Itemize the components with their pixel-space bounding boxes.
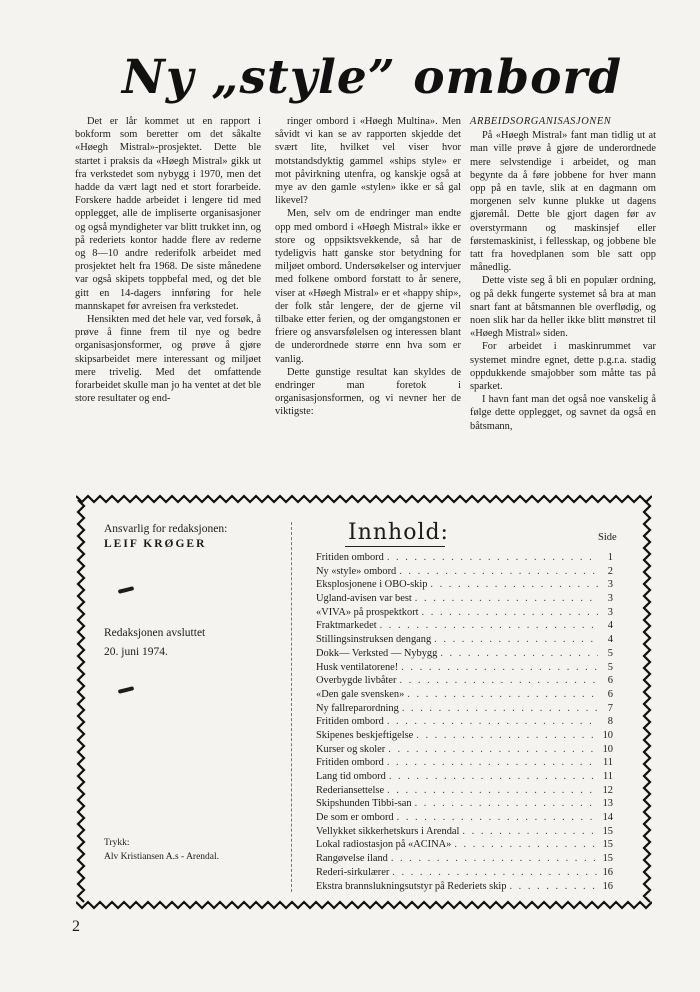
toc-entry [316, 811, 613, 825]
toc-entry-title: Rederi-sirkulærer [316, 866, 390, 878]
paragraph: På «Høegh Mistral» fant man tidlig ut at man ville prøve å gjøre de underordnede mere selvstendige i arbeidet, og man begynte da å føre jobbene for hver mann opp på en tavle, slik at en dagmann om morgenen selv kunne plukke ut dagens gjøremål. Dette ble gjort dagen før av overstyrmann og maskinsjef eller førstemaskinist, i fellesskap, og jobbene ble tatt fra hovedplanen som ble satt opp månedlig. [470, 130, 656, 274]
toc-leader-dots [397, 811, 598, 825]
toc-entry-title: Kurser og skoler [316, 743, 386, 755]
toc-entry-page: 15 [602, 839, 613, 851]
toc-entry-page: 11 [602, 771, 613, 782]
paragraph: I havn fant man det også noe vanskelig å følge dette opplegget, og savnet da også en båtsmann, [470, 394, 656, 432]
ornament-dash [118, 586, 134, 594]
toc-entry-title: Overbygde livbåter [316, 675, 397, 687]
toc-entry-title: Husk ventilatorene! [316, 661, 399, 673]
toc-entry-page: 5 [607, 661, 613, 673]
toc-leader-dots [387, 715, 598, 729]
toc-entry [316, 838, 613, 852]
toc-entry-page: 5 [607, 647, 613, 659]
closing-note [104, 626, 274, 660]
section-subheading: ARBEIDSORGANISASJONEN [470, 116, 612, 127]
editor-name: LEIF KRØGER [104, 538, 207, 550]
toc-leader-dots [416, 729, 598, 743]
toc-entry-title: Fritiden ombord [316, 757, 384, 769]
toc-entry-page: 6 [607, 675, 613, 687]
toc-leader-dots [462, 825, 598, 839]
zigzag-border-left [76, 500, 86, 904]
article-column-3 [470, 115, 656, 433]
toc-entry-page: 6 [607, 688, 613, 700]
toc-title: Innhold: [348, 520, 449, 545]
paragraph: Dette gunstige resultat kan skyldes de endringer man foretok i organisasjonsformen, og vi nevner her de viktigste: [275, 366, 461, 418]
ornament-dash [118, 686, 134, 694]
responsible-label: Ansvarlig for redaksjonen: [104, 523, 228, 535]
toc-entry-title: Lokal radiostasjon på «ACINA» [316, 839, 452, 851]
toc-entry [316, 674, 613, 688]
printer-info [104, 836, 274, 864]
toc-leader-dots [454, 838, 598, 852]
toc-entry-title: Ekstra brannslukningsutstyr på Rederiets skip [316, 880, 507, 892]
toc-entry-title: De som er ombord [316, 812, 394, 824]
paragraph: Hensikten med det hele var, ved forsøk, å prøve å finne frem til nye og bedre organisasjonsformer, og prøve å gjøre skipsarbeidet mere interessant og miljøet mere trivelig. Med det omfattende forarbeidet skulle man jo ha ventet at det ble store resultater og end- [75, 314, 261, 405]
toc-leader-dots [509, 880, 598, 894]
toc-leader-dots [440, 647, 598, 661]
toc-leader-dots [415, 592, 598, 606]
toc-entry-title: Fritiden ombord [316, 552, 384, 563]
toc-leader-dots [407, 688, 598, 702]
toc-entry [316, 551, 613, 565]
toc-leader-dots [415, 797, 598, 811]
article-column-1 [75, 115, 261, 405]
toc-entry [316, 852, 613, 866]
zigzag-border-top [76, 494, 652, 504]
toc-entry-page: 15 [602, 825, 613, 837]
toc-entry-title: Ny «style» ombord [316, 565, 397, 577]
toc-leader-dots [402, 702, 598, 716]
toc-entry-title: Vellykket sikkerhetskurs i Arendal [316, 825, 460, 837]
toc-leader-dots [387, 551, 598, 565]
closed-label: Redaksjonen avsluttet [104, 627, 206, 639]
column-divider [291, 522, 292, 892]
toc-entry [316, 743, 613, 757]
paragraph: ringer ombord i «Høegh Multina». Men såvidt vi kan se av rapporten skjedde det svært lite, hvilket vel viser hvor motstandsdyktig gammel «ships style» er mot påvirkning utenfra, og kanskje også at mye av den gamle «stylen» ikke er så gal likevel? [275, 116, 461, 207]
toc-entry [316, 633, 613, 647]
toc-entry [316, 784, 613, 798]
toc-entry-page: 4 [607, 620, 613, 632]
zigzag-border-right [642, 500, 652, 904]
paragraph: Dette viste seg å bli en populær ordning, og på dekk fungerte systemet så bra at man snart fant at båtsmannen ble overflødig, og noen slik har da heller ikke blitt mønstret til «Høegh Mistral» siden. [470, 275, 656, 340]
article-headline: Ny „style” ombord [121, 50, 623, 105]
toc-entry-title: Rederiansettelse [316, 784, 385, 796]
toc-entry-title: Ny fallreparordning [316, 702, 399, 714]
toc-entry-page: 11 [602, 757, 613, 769]
toc-entry [316, 606, 613, 620]
toc-entry-title: «VIVA» på prospektkort [316, 606, 419, 618]
toc-entry-page: 3 [607, 606, 613, 618]
toc-leader-dots [389, 770, 598, 784]
toc-entry [316, 797, 613, 811]
toc-entry [316, 880, 613, 894]
toc-entry-page: 10 [602, 743, 613, 755]
zigzag-border-bottom [76, 900, 652, 910]
toc-entry [316, 866, 613, 880]
toc-leader-dots [434, 633, 598, 647]
toc-entry-page: 3 [607, 579, 613, 591]
toc-entry-title: Lang tid ombord [316, 771, 386, 782]
closed-date: 20. juni 1974. [104, 646, 168, 658]
toc-title-underline [345, 546, 445, 547]
toc-entry [316, 756, 613, 770]
toc-entry [316, 715, 613, 729]
toc-entry-title: Stillingsinstruksen dengang [316, 634, 432, 646]
toc-side-label: Side [598, 532, 617, 543]
article-column-2 [275, 115, 461, 419]
table-of-contents [316, 551, 613, 893]
toc-entry-page: 13 [602, 798, 613, 810]
toc-leader-dots [387, 784, 598, 798]
toc-leader-dots [380, 619, 598, 633]
toc-entry-page: 8 [607, 716, 613, 728]
toc-entry-page: 16 [602, 866, 613, 878]
toc-leader-dots [391, 852, 598, 866]
page-number: 2 [72, 918, 80, 935]
toc-leader-dots [399, 565, 598, 579]
toc-entry-title: Fritiden ombord [316, 716, 384, 728]
toc-entry-title: Ugland-avisen var best [316, 593, 412, 605]
toc-entry [316, 770, 613, 784]
paragraph: Men, selv om de endringer man endte opp med ombord i «Høegh Mistral» ikke er store og oppsiktsvekkende, så har de tydeligvis hatt ganske stor betydning for miljøet ombord. Undersøkelser og intervjuer med folkene ombord forstatt to år senere, viser at «Høegh Mistral» er et «happy ship», der folk står lengere, der de gjerne vil tilbake etter ferien, og der omgangstonen er friere og ansvarsfølelsen og interessen blant de underordnede større enn hva som er vanlig. [275, 208, 461, 365]
toc-entry [316, 565, 613, 579]
print-label: Trykk: [104, 838, 130, 848]
colophon [104, 522, 274, 552]
toc-entry-page: 1 [607, 552, 613, 563]
toc-leader-dots [400, 674, 599, 688]
toc-entry-title: Skipenes beskjeftigelse [316, 729, 414, 741]
toc-entry-page: 16 [602, 880, 613, 892]
printer-name: Alv Kristiansen A.s - Arendal. [104, 852, 220, 862]
toc-entry-page: 3 [607, 593, 613, 605]
toc-entry-page: 4 [607, 634, 613, 646]
toc-entry-page: 12 [602, 784, 613, 796]
toc-entry-page: 10 [602, 729, 613, 741]
toc-entry-page: 14 [602, 812, 613, 824]
toc-entry-page: 15 [602, 853, 613, 865]
toc-entry-page: 7 [607, 702, 613, 714]
toc-leader-dots [387, 756, 598, 770]
toc-entry-page: 2 [607, 565, 613, 577]
toc-entry [316, 647, 613, 661]
toc-entry-title: Dokk— Verksted — Nybygg [316, 647, 438, 659]
toc-entry-title: Rangøvelse iland [316, 853, 388, 865]
toc-entry-title: Eksplosjonene i OBO-skip [316, 579, 428, 591]
toc-entry [316, 578, 613, 592]
paragraph: Det er lår kommet ut en rapport i bokform som beretter om det såkalte «Høegh Mistral»-prosjektet. Dette ble startet i praksis da «Høegh Mistral» gikk ut fra verkstedet som nybygg i 1970, men det hadde da vært lagt ned et stort forarbeide. Forskere hadde arbeidet i lengere tid med opplegget, alle de impliserte organisasjoner og også myndigheter var blitt trukket inn, og på rederiets kontor hadde flere av rederne og 8—10 andre rederifolk arbeidet med prosjektet helt fra 1968. De siste månedene var også skipets toppbefal med, og det ble gitt en 14-dagers innføring for hele mannskapet før avreisen fra verkstedet. [75, 116, 261, 312]
toc-entry-title: «Den gale svensken» [316, 688, 405, 700]
toc-leader-dots [401, 661, 598, 675]
toc-entry [316, 592, 613, 606]
toc-leader-dots [388, 743, 598, 757]
toc-entry-title: Fraktmarkedet [316, 620, 377, 632]
toc-entry [316, 729, 613, 743]
toc-entry [316, 661, 613, 675]
toc-leader-dots [430, 578, 598, 592]
toc-entry [316, 825, 613, 839]
toc-entry [316, 702, 613, 716]
toc-entry [316, 619, 613, 633]
toc-leader-dots [392, 866, 598, 880]
toc-entry-title: Skipshunden Tibbi-san [316, 798, 412, 810]
toc-entry [316, 688, 613, 702]
toc-leader-dots [422, 606, 598, 620]
paragraph: For arbeidet i maskinrummet var systemet mindre egnet, dette p.g.r.a. stadig oppdukkende smajobber som måtte tas på sparket. [470, 341, 656, 393]
